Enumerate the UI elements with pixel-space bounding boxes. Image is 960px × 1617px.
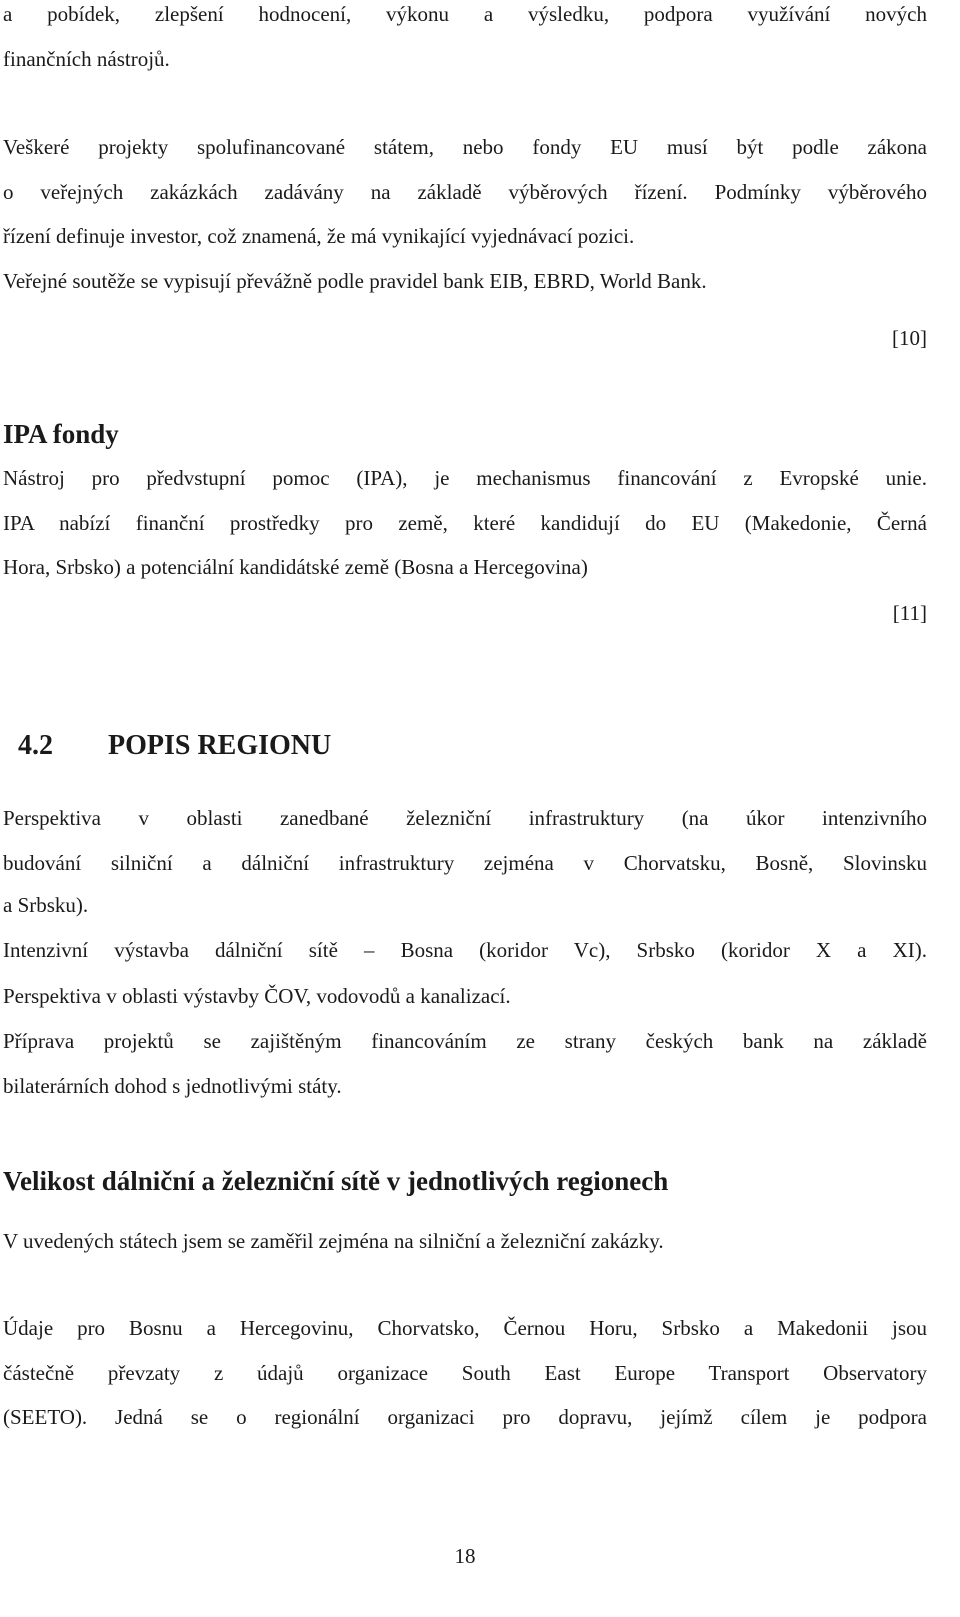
subheading-ipa-fondy: IPA fondy <box>3 419 119 449</box>
text-line: částečně převzaty z údajů organizace South East Europe Transport Observatory <box>3 1360 927 1385</box>
page-number: 18 <box>454 1544 476 1568</box>
text-line: řízení definuje investor, což znamená, že má vynikající vyjednávací pozici. <box>3 224 635 248</box>
text-line: Perspektiva v oblasti zanedbané železniční infrastruktury (na úkor intenzivního <box>3 806 927 830</box>
paragraph-ipa <box>3 456 927 590</box>
section-title: POPIS REGIONU <box>108 730 332 761</box>
reference-marker: [10] <box>892 326 927 350</box>
text-line: Hora, Srbsko) a potenciální kandidátské země (Bosna a Hercegovina) <box>3 555 588 579</box>
reference-marker: [11] <box>892 601 927 625</box>
section-heading <box>3 726 331 766</box>
text-line: (SEETO). Jedná se o regionální organizaci pro dopravu, jejímž cílem je podpora <box>3 1405 927 1429</box>
text-line: budování silniční a dálniční infrastruktury zejména v Chorvatsku, Bosně, Slovinsku <box>3 850 927 875</box>
text-line: Veškeré projekty spolufinancované státem, nebo fondy EU musí být podle zákona <box>3 135 927 159</box>
text-line: bilaterárních dohod s jednotlivými státy. <box>3 1074 342 1098</box>
subheading-network-size: Velikost dálniční a železniční sítě v jednotlivých regionech <box>3 1166 669 1196</box>
text-line: Příprava projektů se zajištěným financováním ze strany českých bank na základě <box>3 1029 927 1053</box>
text-line: o veřejných zakázkách zadávány na základě výběrových řízení. Podmínky výběrového <box>3 179 927 204</box>
text-line: a pobídek, zlepšení hodnocení, výkonu a výsledku, podpora využívání nových <box>3 2 927 26</box>
paragraph-focus <box>3 1219 927 1264</box>
text-line: IPA nabízí finanční prostředky pro země, které kandidují do EU (Makedonie, Černá <box>3 510 927 535</box>
text-line: Nástroj pro předvstupní pomoc (IPA), je mechanismus financování z Evropské unie. <box>3 466 927 490</box>
paragraph-intro-continuation <box>3 0 927 81</box>
text-line: a Srbsku). <box>3 893 89 917</box>
section-number: 4.2 <box>18 730 53 761</box>
text-line: Údaje pro Bosnu a Hercegovinu, Chorvatsko, Černou Horu, Srbsko a Makedonii jsou <box>3 1316 927 1340</box>
text-line: V uvedených státech jsem se zaměřil zejména na silniční a železniční zakázky. <box>3 1229 664 1253</box>
text-line: Perspektiva v oblasti výstavby ČOV, vodovodů a kanalizací. <box>3 984 511 1008</box>
paragraph-seeto <box>3 1306 927 1440</box>
text-line: finančních nástrojů. <box>3 46 170 71</box>
text-line: Intenzivní výstavba dálniční sítě – Bosna (koridor Vc), Srbsko (koridor X a XI). <box>3 938 927 962</box>
paragraph-region-description <box>3 796 927 1109</box>
text-line: Veřejné soutěže se vypisují převážně podle pravidel bank EIB, EBRD, World Bank. <box>3 268 707 293</box>
paragraph-public-procurement <box>3 125 927 303</box>
